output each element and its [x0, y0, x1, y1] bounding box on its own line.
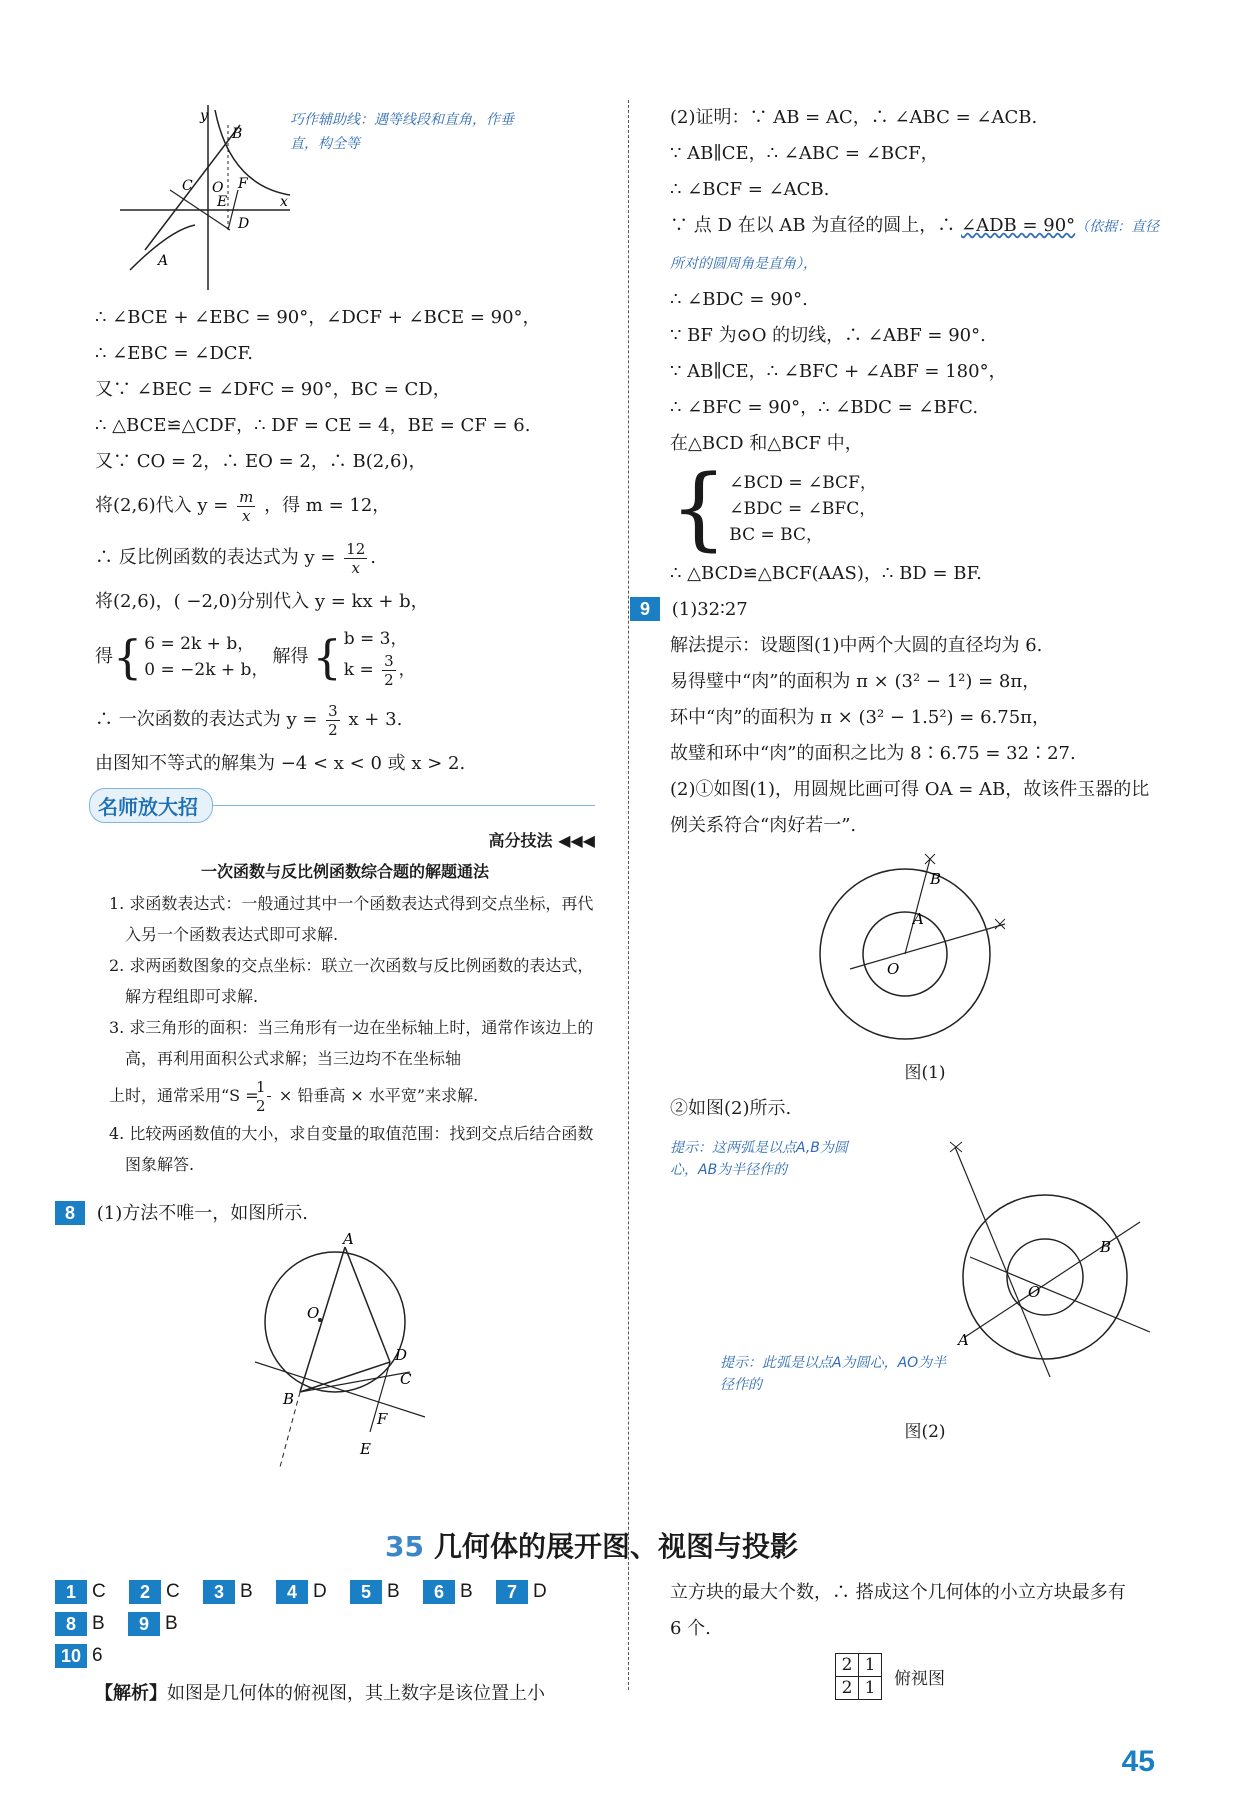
tip-item-3: 3. 求三角形的面积：当三角形有一边在坐标轴上时，通常作该边上的高，再利用面积公式求解；当三边均不在坐标轴 [109, 1018, 594, 1068]
analysis-line: 【解析】如图是几何体的俯视图，其上数字是该位置上小 [95, 1683, 545, 1704]
q9-line-4: 故璧和环中“肉”的面积之比为 8∶6.75 = 32∶27. [670, 743, 1076, 764]
fig2-label-b: B [1100, 1238, 1112, 1256]
q8-label-c: C [400, 1370, 412, 1388]
figure-2-caption: 图(2) [904, 1422, 946, 1442]
right-line-6: ∵ AB∥CE，∴ ∠BFC + ∠ABF = 180°， [670, 361, 1007, 382]
q9-line: 9 (1)32∶27 [630, 592, 1180, 628]
graph-note: 巧作辅助线：遇等线段和直角，作垂直，构全等 [290, 112, 514, 152]
graph-label-o: O [212, 180, 224, 196]
q8-label-b: B [283, 1390, 295, 1408]
right-line-2: ∵ AB∥CE，∴ ∠ABC = ∠BCF， [670, 143, 939, 164]
fig1-label-o: O [887, 960, 900, 978]
substitute-line-1: 将(2,6)代入 y = $\frac{m}{x}$ ，得 m = 12， [95, 487, 391, 525]
column-divider [628, 100, 629, 1690]
q8-line: 8 (1)方法不唯一，如图所示. [55, 1196, 595, 1232]
q9-line-6: 例关系符合“肉好若一”. [670, 815, 857, 836]
graph-label-y: y [200, 108, 208, 124]
q9-line-2: 易得璧中“肉”的面积为 π × (3² − 1²) = 8π， [670, 671, 1041, 692]
figure-2-note-top: 提示：这两弧是以点A,B为圆心，AB为半径作的 [670, 1140, 848, 1178]
top-view [835, 1653, 1180, 1700]
left-line-4: ∴ △BCE≌△CDF，∴ DF = CE = 4，BE = CF = 6. [95, 415, 531, 436]
fig2-label-a: A [958, 1331, 969, 1349]
q8-label-a: A [343, 1232, 354, 1248]
left-line-5: 又∵ CO = 2，∴ EO = 2，∴ B(2,6)， [95, 451, 427, 472]
section-title: 35 几何体的展开图、视图与投影 [385, 1530, 798, 1563]
graph-label-f: F [238, 176, 248, 192]
tips-header [89, 788, 595, 822]
right-line-1: (2)证明：∵ AB = AC，∴ ∠ABC = ∠ACB. [670, 107, 1038, 128]
figure-1-caption: 图(1) [904, 1063, 946, 1083]
linear-function-line: ∴ 一次函数的表达式为 y = $\frac{3}{2}$ x + 3. [95, 701, 403, 739]
graph-label-c: C [182, 178, 193, 194]
tail-line-1: 立方块的最大个数，∴ 搭成这个几何体的小立方块最多有 [670, 1582, 1126, 1603]
top-view-grid: 2 1 2 1 [835, 1653, 882, 1700]
fig2-label-o: O [1028, 1283, 1041, 1301]
q8-label-d: D [395, 1346, 408, 1364]
inequality-line: 由图知不等式的解集为 −4 < x < 0 或 x > 2. [95, 753, 466, 774]
right-line-8: 在△BCD 和△BCF 中， [670, 433, 863, 454]
figure-2-block [670, 1127, 1180, 1417]
fig1-label-b: B [930, 870, 942, 888]
q9-line-5: (2)①如图(1)，用圆规比画可得 OA = AB，故该件玉器的比 [670, 779, 1150, 800]
right-circle-note: 所对的圆周角是直角）， [670, 256, 817, 272]
fig1-label-a: A [913, 910, 924, 928]
figure-2-note-bottom: 提示：此弧是以点A为圆心，AO为半径作的 [720, 1355, 947, 1393]
q9-line-3: 环中“肉”的面积为 π × (3² − 1.5²) = 6.75π， [670, 707, 1050, 728]
left-line-1: ∴ ∠BCE + ∠EBC = 90°，∠DCF + ∠BCE = 90°， [95, 307, 541, 328]
left-line-3: 又∵ ∠BEC = ∠DFC = 90°，BC = CD， [95, 379, 451, 400]
graph-label-e: E [217, 194, 228, 210]
equation-systems: 得 { 6 = 2k + b， 0 = −2k + b， 解得 { b = 3， k = $\frac{3}{2}$ ， [95, 628, 416, 689]
right-line-7: ∴ ∠BFC = 90°，∴ ∠BDC = ∠BFC. [670, 397, 979, 418]
q8-figure [255, 1232, 475, 1472]
right-column [639, 100, 1180, 1442]
inverse-function-line: ∴ 反比例函数的表达式为 y = $\frac{12}{x}$ . [95, 539, 376, 577]
page-number: 45 [1121, 1745, 1155, 1778]
substitute-line-2: 将(2,6)，( −2,0)分别代入 y = kx + b， [95, 591, 429, 612]
congruence-system: { ∠BCD = ∠BCF， ∠BDC = ∠BFC， BC = BC， [670, 456, 877, 561]
right-line-3: ∴ ∠BCF = ∠ACB. [670, 179, 830, 200]
coordinate-graph [120, 100, 300, 290]
right-line-4: ∴ ∠BDC = 90°. [670, 289, 808, 310]
top-view-label: 俯视图 [894, 1669, 945, 1689]
tail-line-2: 6 个. [670, 1618, 711, 1639]
right-line-5: ∵ BF 为⊙O 的切线，∴ ∠ABF = 90°. [670, 325, 986, 346]
q8-label-f: F [377, 1410, 388, 1428]
graph-label-b: B [232, 126, 243, 142]
graph-label-d: D [238, 216, 250, 232]
figure-2 [940, 1127, 1170, 1387]
tip-item-4: 4. 比较两函数值的大小，求自变量的取值范围：找到交点后结合函数图象解答. [109, 1124, 594, 1174]
right-tail [670, 1575, 1180, 1700]
tip-item-2: 2. 求两函数图象的交点坐标：联立一次函数与反比例函数的表达式，解方程组即可求解. [109, 956, 594, 1006]
tip-item-1: 1. 求函数表达式：一般通过其中一个函数表达式得到交点坐标，再代入另一个函数表达式即可求解. [109, 894, 594, 944]
tips-badge: 名师放大招 [89, 788, 213, 823]
tips-title: 一次函数与反比例函数综合题的解题通法 [200, 862, 489, 881]
graph-block [95, 100, 595, 300]
q9-part-2: ②如图(2)所示. [670, 1098, 792, 1119]
q8-label-e: E [360, 1440, 371, 1458]
graph-label-x: x [280, 194, 288, 210]
q8-number: 8 [55, 1201, 85, 1225]
answer-list: 1 C 2 C 3 B 4 D 5 B 6 B 7 D 8 B 9 B 10 6 【解析】如图是几何体的俯视图，其上数字是该位置上小 [55, 1580, 565, 1712]
q9-number: 9 [630, 597, 660, 621]
q8-label-o: O [307, 1304, 320, 1322]
tip-item-3-end: 上时，通常采用“S = $\frac{1}{2}$ × 铅垂高 × 水平宽”来求解. [109, 1078, 479, 1115]
left-column [64, 100, 595, 1476]
right-conclusion: ∴ △BCD≌△BCF(AAS)，∴ BD = BF. [670, 563, 982, 584]
tips-subtitle: 高分技法 ◀◀◀ [488, 831, 595, 850]
q9-line-1: 解法提示：设题图(1)中两个大圆的直径均为 6. [670, 635, 1043, 656]
left-line-2: ∴ ∠EBC = ∠DCF. [95, 343, 253, 364]
graph-label-a: A [158, 253, 169, 269]
right-circle-line: ∵ 点 D 在以 AB 为直径的圆上，∴ ∠ADB = 90°（依据：直径 [670, 215, 1160, 236]
figure-1 [805, 844, 1025, 1054]
